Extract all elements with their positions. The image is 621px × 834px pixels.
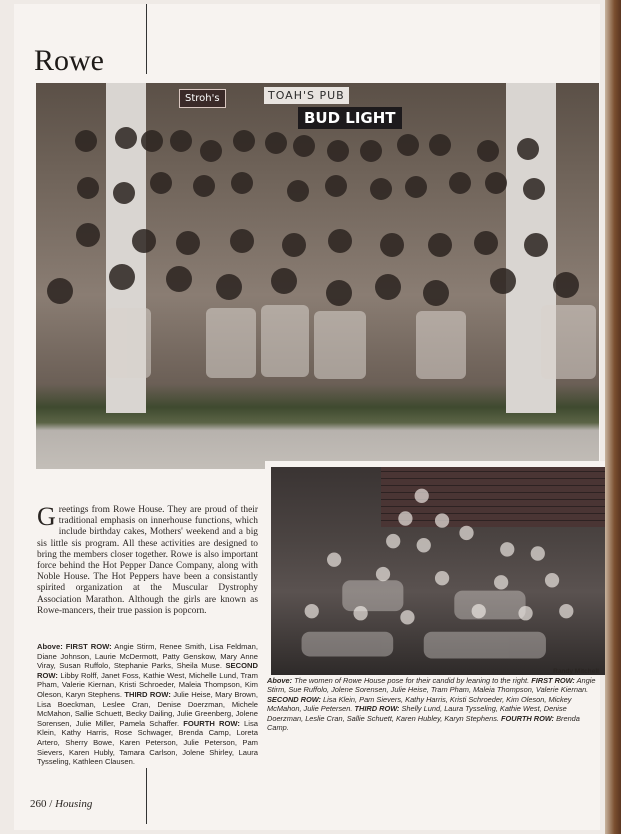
crowd-silhouettes: [271, 467, 605, 675]
row-label: THIRD ROW:: [124, 689, 171, 699]
row-label: THIRD ROW:: [354, 704, 400, 714]
caption-main-photo: [37, 642, 258, 767]
row-label: FOURTH ROW:: [501, 713, 554, 723]
caption-lead: Above:: [37, 642, 63, 651]
row-label: SECOND ROW:: [37, 661, 258, 680]
divider-line-bottom: [146, 768, 147, 824]
caption-candid-photo: [267, 676, 599, 732]
row-names: Lisa Klein, Kathy Harris, Rose Schwager, Brenda Camp, Loreta Artero, Sherry Bowe, Karen Peterson, Julie Peterson, Pam Sievers, Karen Hubly, Tamara Carlson, Jolene Shirley, Laura Tysseling, Kathleen Clausen.: [37, 718, 258, 767]
row-names: Julie Heise, Mary Brown, Lisa Boeckman, Leslee Cran, Denise Doerzman, Michele McMahon, Sallie Schuett, Becky Dailing, Julie Greenberg, Jolene Sorensen, Julie Miller, Pamela Schaffer.: [37, 689, 258, 728]
neon-beer-sign: BUD LIGHT: [298, 107, 402, 129]
footer-separator: /: [49, 798, 53, 810]
divider-line-top: [146, 4, 147, 74]
beer-sign: Stroh's: [179, 89, 226, 108]
body-paragraph: [37, 502, 258, 617]
row-label: SECOND ROW:: [267, 694, 321, 704]
book-spine: [605, 0, 621, 834]
drop-cap: G: [37, 502, 56, 531]
row-names: Brenda Camp.: [267, 713, 580, 733]
row-names: Shelly Lund, Laura Tysseling, Kathie West, Denise Doerzman, Leslie Cran, Sallie Schuett, Karen Hubley, Karyn Stephens.: [267, 704, 567, 723]
photo-credit: Randy Mitchell: [553, 668, 599, 675]
section-name: Housing: [55, 798, 93, 810]
row-label: FIRST ROW:: [531, 676, 575, 685]
crowd-silhouettes: [36, 83, 599, 469]
caption-intro: The women of Rowe House pose for their candid by leaning to the right.: [294, 676, 530, 685]
row-names: Angie Stirm, Sue Ruffolo, Jolene Sorensen, Julie Heise, Tram Pham, Maleia Thompson, Valerie Kiernan.: [267, 676, 596, 695]
group-photo-outdoor: [36, 83, 599, 469]
page-title: Rowe: [34, 44, 104, 77]
row-label: FOURTH ROW:: [183, 718, 240, 728]
row-names: Libby Rolff, Janet Foss, Kathie West, Michelle Lund, Tram Pham, Valerie Kiernan, Kristi Schroeder, Maleia Thompson, Kim Oleson, Karyn Stephens.: [37, 670, 258, 699]
caption-lead: Above:: [267, 676, 293, 685]
page-number: 260: [30, 798, 47, 810]
row-names: Lisa Klein, Pam Sievers, Kathy Harris, Kristi Schroeder, Kim Oleson, Mickey McMahon, Julie Petersen.: [267, 694, 572, 714]
pub-sign: TOAH'S PUB: [264, 87, 349, 104]
page-footer: [30, 798, 92, 810]
row-label: FIRST ROW:: [65, 642, 112, 651]
body-text: reetings from Rowe House. They are proud of their traditional emphasis on innerhouse functions, which include birthday cakes, Mothers' weekend and a big sis little sis program. All these activities are designed to bring the members closer together. Rowe is also important force behind the Hot Pepper Dance Company, along with Noble House. The Hot Peppers have been a consistantly spirited organization at the Muscular Dystrophy Association Marathon. Although the girls are known as Rowe-mancers, their true passion is popcorn.: [37, 505, 258, 616]
group-photo-indoor: [265, 461, 605, 675]
row-names: Angie Stirm, Renee Smith, Lisa Feldman, Diane Johnson, Laurie McDermott, Patty Genskow, Mary Anne Viray, Susan Ruffolo, Stephanie Parks, Sheila Muse.: [37, 642, 258, 671]
